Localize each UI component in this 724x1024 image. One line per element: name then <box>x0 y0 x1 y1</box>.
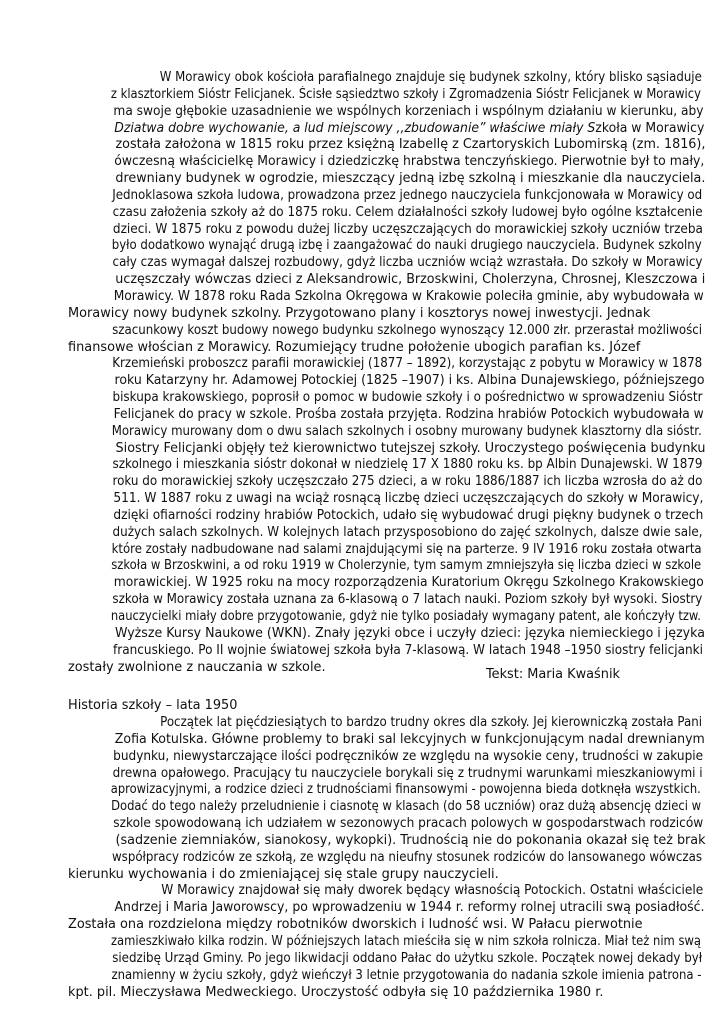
text-line: szkoła w Brzoskwini, a od roku 1919 w Cholerzynie, tym samym zmniejszyła się liczba dzieci w szkole <box>111 558 702 574</box>
italic-quote: Dziatwa dobre wychowanie, a lud miejscowy ,,zbudowanie” właściwe miały S <box>114 120 596 136</box>
article-1-body <box>68 70 706 676</box>
text-line: które zostały nadbudowane nad salami znajdującymi się na parterze. 9 IV 1916 roku została otwarta <box>111 541 702 557</box>
text-line: Wyższe Kursy Naukowe (WKN). Znały języki obce i uczyły dzieci: języka niemieckiego i języka <box>114 625 705 641</box>
text-line: W Morawicy obok kościoła parafialnego znajduje się budynek szkolny, który blisko sąsiaduje <box>159 70 702 85</box>
text-line: Dodać do tego należy przeludnienie i ciasnotę w klasach (do 58 uczniów) oraz dużą absencję dzieci w <box>111 799 702 815</box>
text-line: dużych salach szkolnych. W kolejnych latach przysposobiono do zajęć szkolnych, dalsze dwie sale, <box>112 524 703 540</box>
text-line: została założona w 1815 roku przez księżną Izabellę z Czartoryskich Lubomirską (zm. 1816), <box>115 137 706 153</box>
text-line: było dodatkowo wynająć drugą izbę i zaangażować do nauki drugiego nauczyciela. Budynek szkolny <box>111 238 702 254</box>
text-line: szkoła w Morawicy została uznana za 6-klasową o 7 latach nauki. Poziom szkoły był wysoki. Siostry <box>112 592 703 608</box>
text-line: Morawicy nowy budynek szkolny. Przygotowano plany i kosztorys nowej inwestycji. Jednak <box>68 305 651 321</box>
text-line: współpracy rodziców ze szkołą, ze względu na nieufny stosunek rodziców do lansowanego wówczas <box>111 849 703 865</box>
text-line: dzięki ofiarności rodziny hrabiów Potockich, udało się wybudować drugi piękny budynek o trzech <box>113 507 704 523</box>
text-line: drewniany budynek w ogrodzie, mieszczący jedną izbę szkolną i mieszkanie dla nauczyciela. <box>115 171 706 187</box>
text-line: nauczycielki miały dobre przygotowanie, gdyż nie tylko posiadały wymagany patent, ale kończyły tzw. <box>110 609 701 624</box>
text-line: Felicjanek do pracy w szkole. Prośba została przyjęta. Rodzina hrabiów Potockich wybudowała w <box>113 406 704 422</box>
article-1-paragraph <box>68 70 706 676</box>
text-line: zamieszkiwało kilka rodzin. W późniejszych latach mieściła się w nim szkoła rolnicza. Miał też nim swą <box>110 933 701 949</box>
text-line: czasu założenia szkoły aż do 1875 roku. Celem działalności szkoły ludowej było ogólne kształcenie <box>112 204 703 220</box>
text-line: szkolnego i mieszkania sióstr dokonał w niedzielę 17 X 1880 roku ks. bp Albin Dunajewski. W 1879 <box>112 457 703 473</box>
text-line: Morawicy murowany dom o dwu salach szkolnych i osobny murowany budynek klasztorny dla sióstr. <box>111 423 702 439</box>
author-signature: Tekst: Maria Kwaśnik <box>485 667 620 682</box>
text-line: roku Katarzyny hr. Adamowej Potockiej (1825 –1907) i ks. Albina Dunajewskiego, późniejszego <box>114 373 705 389</box>
text-line: kierunku wychowania i do zmieniającej się stale grupy nauczycieli. <box>68 866 499 882</box>
text-line: zostały zwolnione z nauczania w szkole. <box>68 659 326 675</box>
text-line: ówczesną właścicielkę Morawicy i dziedziczkę hrabstwa tenczyńskiego. Pierwotnie był to mały, <box>114 154 705 170</box>
text-line: francuskiego. Po II wojnie światowej szkoła była 7-klasową. W latach 1948 –1950 siostry felicjanki <box>113 642 704 658</box>
text-line: finansowe włościan z Morawicy. Rozumiejący trudne położenie ubogich parafian ks. Józef <box>68 339 641 355</box>
text-line: zkoła w Morawicy <box>595 120 705 136</box>
text-line: biskupa krakowskiego, poprosił o pomoc w budowie szkoły i o pośrednictwo w sprowadzeniu Sióstr <box>112 390 703 406</box>
article-2-paragraph-2 <box>68 883 705 1001</box>
text-line: ma swoje głębokie uzasadnienie we wspólnych korzeniach i wspólnym działaniu w kierunku, aby <box>113 103 704 119</box>
text-line: W Morawicy znajdował się mały dworek będący własnością Potockich. Ostatni właściciele <box>161 883 704 899</box>
text-line: morawickiej. W 1925 roku na mocy rozporządzenia Kuratorium Okręgu Szkolnego Krakowskiego <box>113 575 704 591</box>
text-line: Początek lat pięćdziesiątych to bardzo trudny okres dla szkoły. Jej kierowniczką została Pani <box>160 715 703 730</box>
text-line: (sadzenie ziemniaków, sianokosy, wykopki). Trudnością nie do pokonania okazał się też brak <box>115 832 706 848</box>
text-line: z klasztorkiem Sióstr Felicjanek. Ścisłe sąsiedztwo szkoły i Zgromadzenia Sióstr Felicjanek w Morawicy <box>110 86 701 102</box>
text-line: Siostry Felicjanki objęły też kierownictwo tutejszej szkoły. Uroczystego poświęcenia budynku <box>115 440 706 456</box>
text-line: znamienny w życiu szkoły, gdyż wieńczył 3 letnie przygotowania do nadania szkole imienia patrona - <box>111 967 702 983</box>
text-line: szacunkowy koszt budowy nowego budynku szkolnego wynoszący 12.000 złr. przerastał możliwości <box>112 322 703 338</box>
text-line: Andrzej i Maria Jaworowscy, po wprowadzeniu w 1944 r. reformy rolnej utracili swą posiadłość. <box>114 900 705 916</box>
text-line: Krzemieński proboszcz parafii morawickiej (1877 – 1892), korzystając z pobytu w Morawicy w 1878 <box>112 356 703 372</box>
text-line: Jednoklasowa szkoła ludowa, prowadzona przez jednego nauczyciela funkcjonowała w Morawicy od <box>112 187 703 203</box>
text-line: Została ona rozdzielona między robotników dworskich i ludność wsi. W Pałacu pierwotnie <box>68 917 643 933</box>
text-line: Zofia Kotulska. Główne problemy to braki sal lekcyjnych w funkcjonującym nadal drewnianym <box>114 731 705 747</box>
text-line: szkole spowodowaną ich udziałem w sezonowych pracach polowych w gospodarstwach rodziców <box>113 816 704 832</box>
text-line: 511. W 1887 roku z uwagi na wciąż rosnącą liczbę dzieci uczęszczających do szkoły w Morawicy, <box>113 491 704 507</box>
text-line: Morawicy. W 1878 roku Rada Szkolna Okręgowa w Krakowie poleciła gminie, aby wybudowała w <box>113 288 704 304</box>
text-line: uczęszczały wówczas dzieci z Aleksandrowic, Brzoskwini, Cholerzyna, Chrosnej, Kleszczowa i <box>115 272 706 288</box>
text-line: aprowizacyjnymi, a rodzice dzieci z trudnościami finansowymi - powojenna bieda dotknęła wszystkich. <box>110 782 701 798</box>
article-2-paragraph-1 <box>68 715 706 883</box>
text-line: cały czas wymagał dalszej rozbudowy, gdyż liczba uczniów wciąż wzrastała. Do szkoły w Morawicy <box>112 255 703 271</box>
text-line: roku do morawickiej szkoły uczęszczało 275 dzieci, a w roku 1886/1887 ich liczba wzrosła do aż do <box>112 474 703 490</box>
section-heading: Historia szkoły – lata 1950 <box>68 698 238 713</box>
text-line: budynku, niewystarczające ilości podręczników ze względu na wysokie ceny, trudności w zakupie <box>113 748 704 764</box>
text-line: dzieci. W 1875 roku z powodu dużej liczby uczęszczających do morawickiej szkoły uczniów trzeba <box>112 221 703 237</box>
text-line: drewna opałowego. Pracujący tu nauczyciele borykali się z trudnymi warunkami mieszkaniowymi i <box>112 765 703 781</box>
text-line: kpt. pil. Mieczysława Medweckiego. Uroczystość odbyła się 10 października 1980 r. <box>68 984 604 1000</box>
text-line: siedzibę Urząd Gminy. Po jego likwidacji oddano Pałac do użytku szkole. Początek nowej dekady był <box>112 950 703 966</box>
article-2-body <box>68 715 706 1001</box>
